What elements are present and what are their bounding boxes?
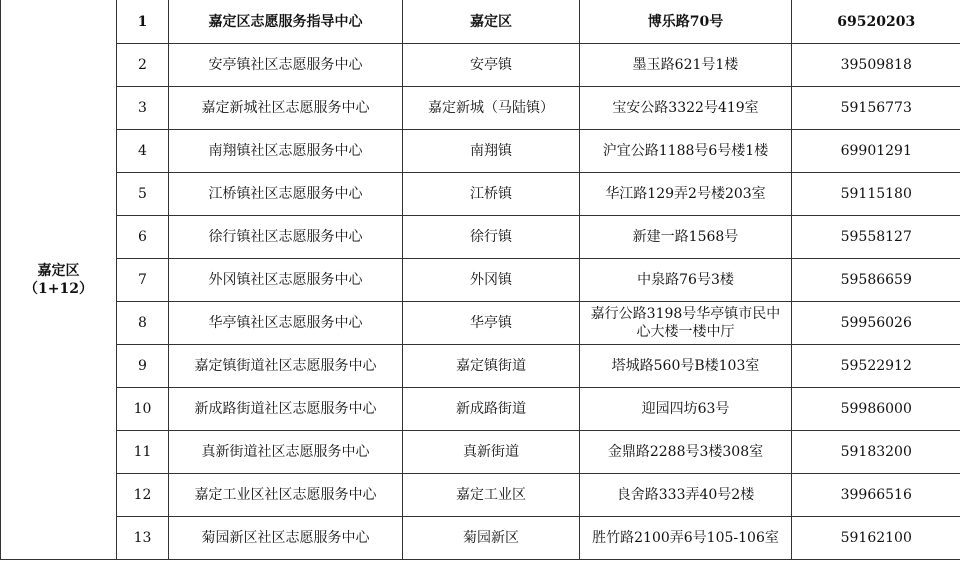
area-cell: 江桥镇 bbox=[403, 173, 580, 216]
area-cell: 菊园新区 bbox=[403, 517, 580, 560]
phone-cell: 59586659 bbox=[792, 259, 960, 302]
area-cell: 南翔镇 bbox=[403, 130, 580, 173]
address-cell: 中泉路76号3楼 bbox=[580, 259, 792, 302]
row-number-cell: 5 bbox=[117, 173, 169, 216]
table-row bbox=[1, 259, 960, 302]
address-cell: 迎园四坊63号 bbox=[580, 388, 792, 431]
address-cell: 沪宜公路1188号6号楼1楼 bbox=[580, 130, 792, 173]
center-name-cell: 华亭镇社区志愿服务中心 bbox=[169, 302, 403, 345]
phone-cell: 39966516 bbox=[792, 474, 960, 517]
area-cell: 华亭镇 bbox=[403, 302, 580, 345]
address-cell: 良舍路333弄40号2楼 bbox=[580, 474, 792, 517]
address-cell: 新建一路1568号 bbox=[580, 216, 792, 259]
district-count: （1+12） bbox=[24, 280, 93, 297]
table-row bbox=[1, 0, 960, 44]
area-cell: 嘉定镇街道 bbox=[403, 345, 580, 388]
table-row bbox=[1, 216, 960, 259]
row-number-cell: 2 bbox=[117, 44, 169, 87]
address-cell: 嘉行公路3198号华亭镇市民中心大楼一楼中厅 bbox=[580, 302, 792, 345]
center-name-cell: 外冈镇社区志愿服务中心 bbox=[169, 259, 403, 302]
table-row bbox=[1, 431, 960, 474]
table-row bbox=[1, 44, 960, 87]
address-cell: 博乐路70号 bbox=[580, 0, 792, 44]
center-name-cell: 江桥镇社区志愿服务中心 bbox=[169, 173, 403, 216]
phone-cell: 59558127 bbox=[792, 216, 960, 259]
row-number-cell: 3 bbox=[117, 87, 169, 130]
area-cell: 外冈镇 bbox=[403, 259, 580, 302]
table-row bbox=[1, 87, 960, 130]
row-number-cell: 13 bbox=[117, 517, 169, 560]
area-cell: 新成路街道 bbox=[403, 388, 580, 431]
address-cell: 金鼎路2288号3楼308室 bbox=[580, 431, 792, 474]
district-cell bbox=[1, 0, 117, 560]
center-name-cell: 嘉定镇街道社区志愿服务中心 bbox=[169, 345, 403, 388]
area-cell: 嘉定新城（马陆镇） bbox=[403, 87, 580, 130]
area-cell: 嘉定工业区 bbox=[403, 474, 580, 517]
area-cell: 安亭镇 bbox=[403, 44, 580, 87]
table-row bbox=[1, 173, 960, 216]
center-name-cell: 嘉定新城社区志愿服务中心 bbox=[169, 87, 403, 130]
center-name-cell: 嘉定区志愿服务指导中心 bbox=[169, 0, 403, 44]
row-number-cell: 9 bbox=[117, 345, 169, 388]
row-number-cell: 12 bbox=[117, 474, 169, 517]
phone-cell: 39509818 bbox=[792, 44, 960, 87]
area-cell: 嘉定区 bbox=[403, 0, 580, 44]
center-name-cell: 菊园新区社区志愿服务中心 bbox=[169, 517, 403, 560]
table-body bbox=[1, 0, 960, 560]
address-cell: 塔城路560号B楼103室 bbox=[580, 345, 792, 388]
area-cell: 徐行镇 bbox=[403, 216, 580, 259]
phone-cell: 59956026 bbox=[792, 302, 960, 345]
row-number-cell: 6 bbox=[117, 216, 169, 259]
row-number-cell: 11 bbox=[117, 431, 169, 474]
phone-cell: 59183200 bbox=[792, 431, 960, 474]
address-cell: 墨玉路621号1楼 bbox=[580, 44, 792, 87]
area-cell: 真新街道 bbox=[403, 431, 580, 474]
table-row bbox=[1, 130, 960, 173]
address-cell: 宝安公路3322号419室 bbox=[580, 87, 792, 130]
table-row bbox=[1, 388, 960, 431]
phone-cell: 59162100 bbox=[792, 517, 960, 560]
center-name-cell: 真新街道社区志愿服务中心 bbox=[169, 431, 403, 474]
address-cell: 华江路129弄2号楼203室 bbox=[580, 173, 792, 216]
center-name-cell: 南翔镇社区志愿服务中心 bbox=[169, 130, 403, 173]
phone-cell: 59115180 bbox=[792, 173, 960, 216]
table-row bbox=[1, 302, 960, 345]
center-name-cell: 新成路街道社区志愿服务中心 bbox=[169, 388, 403, 431]
phone-cell: 59522912 bbox=[792, 345, 960, 388]
table-row bbox=[1, 517, 960, 560]
center-name-cell: 嘉定工业区社区志愿服务中心 bbox=[169, 474, 403, 517]
center-name-cell: 安亭镇社区志愿服务中心 bbox=[169, 44, 403, 87]
phone-cell: 59986000 bbox=[792, 388, 960, 431]
center-name-cell: 徐行镇社区志愿服务中心 bbox=[169, 216, 403, 259]
address-cell: 胜竹路2100弄6号105-106室 bbox=[580, 517, 792, 560]
district-name: 嘉定区 bbox=[37, 262, 80, 279]
table-row bbox=[1, 345, 960, 388]
row-number-cell: 8 bbox=[117, 302, 169, 345]
phone-cell: 59156773 bbox=[792, 87, 960, 130]
row-number-cell: 10 bbox=[117, 388, 169, 431]
row-number-cell: 7 bbox=[117, 259, 169, 302]
row-number-cell: 4 bbox=[117, 130, 169, 173]
row-number-cell: 1 bbox=[117, 0, 169, 44]
phone-cell: 69520203 bbox=[792, 0, 960, 44]
phone-cell: 69901291 bbox=[792, 130, 960, 173]
table-row bbox=[1, 474, 960, 517]
